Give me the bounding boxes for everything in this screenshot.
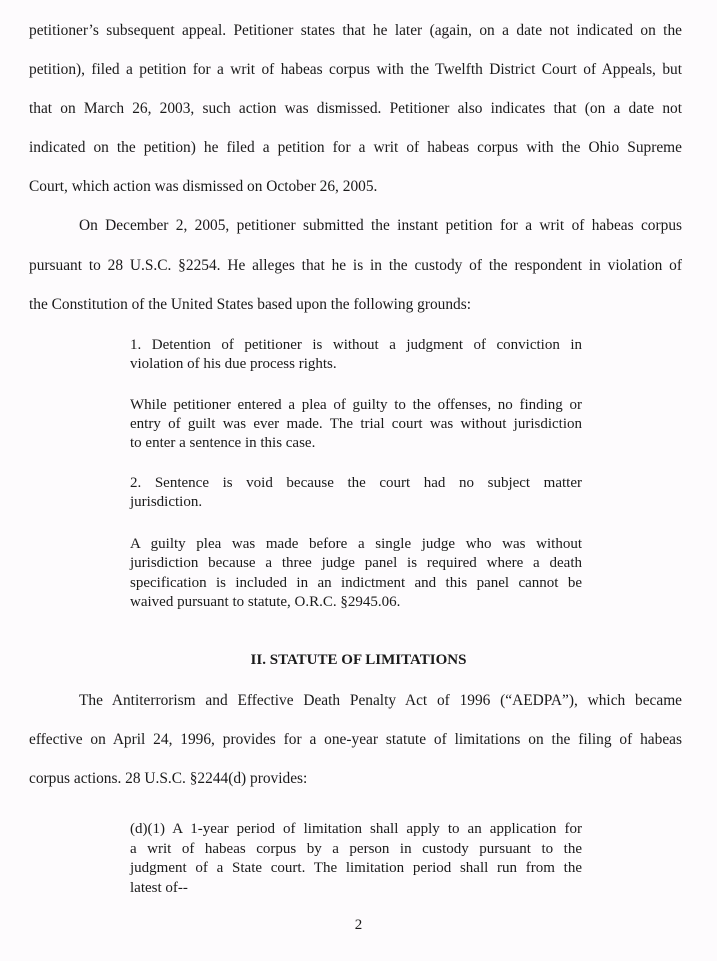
ground-heading-line: 1. Detention of petitioner is without a judgment of conviction in <box>130 337 582 353</box>
text-line: The Antiterrorism and Effective Death Penalty Act of 1996 (“AEDPA”), which became <box>79 692 682 709</box>
ground-support-line: A guilty plea was made before a single judge who was without <box>130 536 582 552</box>
text-line: indicated on the petition) he filed a petition for a writ of habeas corpus with the Ohio Supreme <box>29 139 682 156</box>
ground-heading-line: jurisdiction. <box>130 494 203 510</box>
text-line: petition), filed a petition for a writ of habeas corpus with the Twelfth District Court of Appeals, but <box>29 61 682 78</box>
ground-support-line: specification is included in an indictment and this panel cannot be <box>130 575 582 591</box>
text-line: that on March 26, 2003, such action was dismissed. Petitioner also indicates that (on a date not <box>29 100 682 117</box>
text-line: petitioner’s subsequent appeal. Petitioner states that he later (again, on a date not indicated on the <box>29 22 682 39</box>
text-line: corpus actions. 28 U.S.C. §2244(d) provides: <box>29 770 308 787</box>
ground-heading-line: violation of his due process rights. <box>130 356 337 372</box>
quote-line: judgment of a State court. The limitation period shall run from the <box>130 860 582 876</box>
ground-support-line: entry of guilt was ever made. The trial court was without jurisdiction <box>130 416 582 432</box>
text-line: On December 2, 2005, petitioner submitted the instant petition for a writ of habeas corpus <box>79 217 682 234</box>
text-line: effective on April 24, 1996, provides for a one-year statute of limitations on the filing of habeas <box>29 731 682 748</box>
quote-line: (d)(1) A 1-year period of limitation shall apply to an application for <box>130 821 582 837</box>
ground-support-line: While petitioner entered a plea of guilty to the offenses, no finding or <box>130 397 582 413</box>
text-line: Court, which action was dismissed on October 26, 2005. <box>29 178 378 195</box>
ground-support-line: waived pursuant to statute, O.R.C. §2945.06. <box>130 594 401 610</box>
page-number: 2 <box>354 917 363 933</box>
ground-support-line: to enter a sentence in this case. <box>130 435 316 451</box>
ground-heading-line: 2. Sentence is void because the court had no subject matter <box>130 475 582 491</box>
text-line: pursuant to 28 U.S.C. §2254. He alleges that he is in the custody of the respondent in violation of <box>29 257 682 274</box>
quote-line: a writ of habeas corpus by a person in custody pursuant to the <box>130 841 582 857</box>
section-heading: II. STATUTE OF LIMITATIONS <box>250 652 467 668</box>
text-line: the Constitution of the United States based upon the following grounds: <box>29 296 472 313</box>
ground-support-line: jurisdiction because a three judge panel is required where a death <box>130 555 582 571</box>
quote-line: latest of-- <box>130 880 188 896</box>
